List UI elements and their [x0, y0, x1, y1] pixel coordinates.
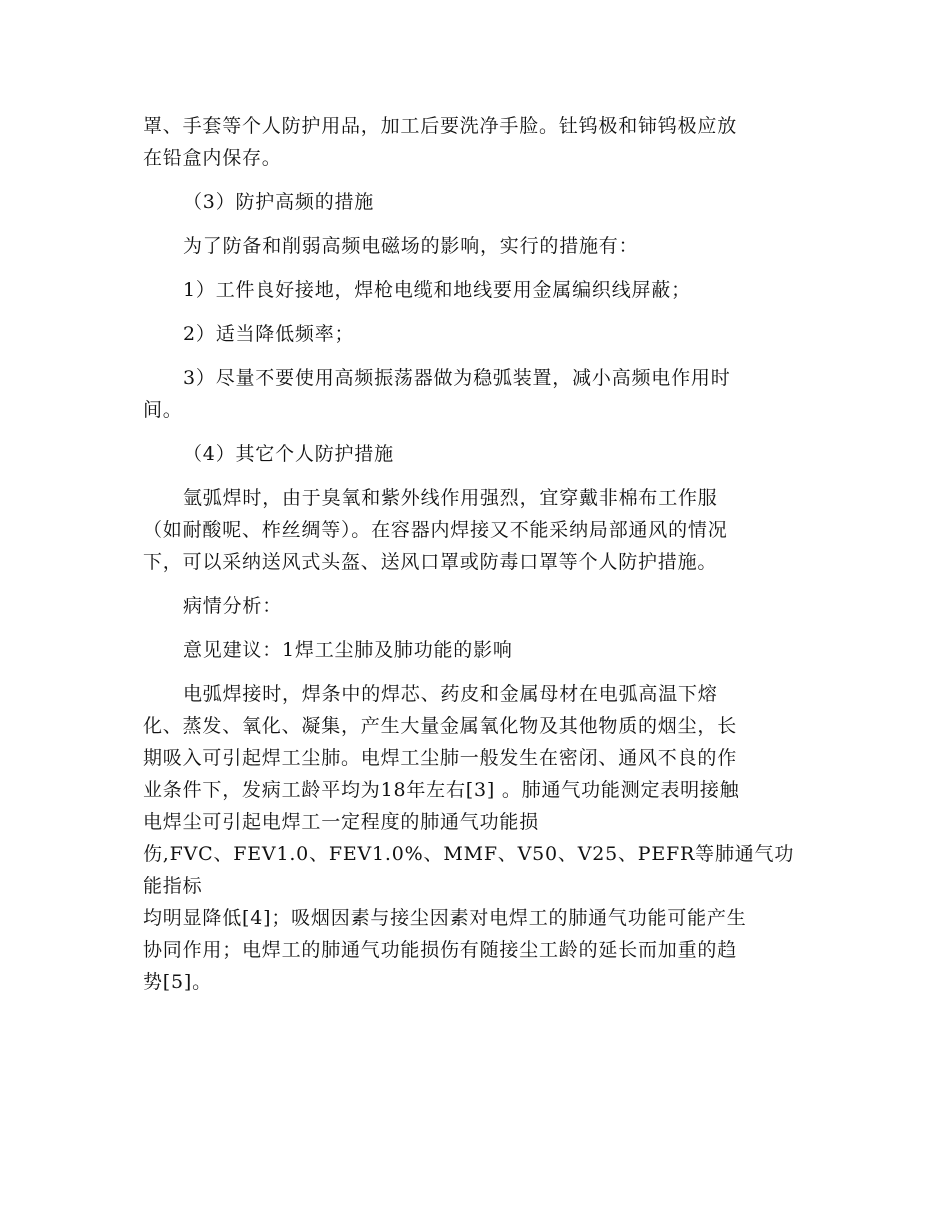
text-line: 病情分析： — [183, 595, 283, 617]
document-body — [143, 110, 808, 1010]
text-line: 为了防备和削弱高频电磁场的影响，实行的措施有： — [183, 235, 639, 257]
text-line: 业条件下，发病工龄平均为18年左右[3] 。肺通气功能测定表明接触 — [143, 779, 740, 801]
text-line: 化、蒸发、氧化、凝集，产生大量金属氧化物及其他物质的烟尘，长 — [143, 715, 738, 737]
paragraph-pneumoconiosis — [143, 678, 808, 998]
text-line: 间。 — [143, 399, 183, 421]
list-item-grounding — [143, 274, 808, 306]
paragraph-condition-analysis — [143, 590, 808, 622]
text-line: 罩、手套等个人防护用品，加工后要洗净手脸。钍钨极和铈钨极应放 — [143, 115, 738, 137]
text-line: 协同作用；电焊工的肺通气功能损伤有随接尘工龄的延长而加重的趋 — [143, 939, 738, 961]
paragraph-ppe-storage — [143, 110, 808, 174]
text-line: 伤,FVC、FEV1.0、FEV1.0%、MMF、V50、V25、PEFR等肺通气功能指标 — [143, 843, 795, 897]
list-item-lower-frequency — [143, 318, 808, 350]
text-line: 2）适当降低频率； — [183, 323, 355, 345]
paragraph-advice — [143, 634, 808, 666]
paragraph-argon-arc — [143, 482, 808, 578]
text-line: （3）防护高频的措施 — [183, 191, 375, 213]
text-line: 均明显降低[4]；吸烟因素与接尘因素对电焊工的肺通气功能可能产生 — [143, 907, 747, 929]
text-line: 氩弧焊时，由于臭氧和紫外线作用强烈，宜穿戴非棉布工作服 — [183, 487, 718, 509]
section-heading-high-frequency — [143, 186, 808, 218]
text-line: 意见建议：1焊工尘肺及肺功能的影响 — [183, 639, 513, 661]
text-line: （如耐酸呢、柞丝绸等）。在容器内焊接又不能采纳局部通风的情况 — [143, 519, 728, 541]
text-line: 在铅盒内保存。 — [143, 147, 282, 169]
text-line: 3）尽量不要使用高频振荡器做为稳弧装置，减小高频电作用时 — [183, 367, 731, 389]
text-line: 1）工件良好接地，焊枪电缆和地线要用金属编织线屏蔽； — [183, 279, 691, 301]
text-line: 期吸入可引起焊工尘肺。电焊工尘肺一般发生在密闭、通风不良的作 — [143, 747, 738, 769]
text-line: （4）其它个人防护措施 — [183, 443, 394, 465]
text-line: 电弧焊接时，焊条中的焊芯、药皮和金属母材在电弧高温下熔 — [183, 683, 718, 705]
section-heading-other-measures — [143, 438, 808, 470]
text-line: 下，可以采纳送风式头盔、送风口罩或防毒口罩等个人防护措施。 — [143, 551, 718, 573]
list-item-avoid-oscillator — [143, 362, 808, 426]
text-line: 势[5]。 — [143, 971, 212, 993]
text-line: 电焊尘可引起电焊工一定程度的肺通气功能损 — [143, 811, 540, 833]
paragraph-measures-intro — [143, 230, 808, 262]
